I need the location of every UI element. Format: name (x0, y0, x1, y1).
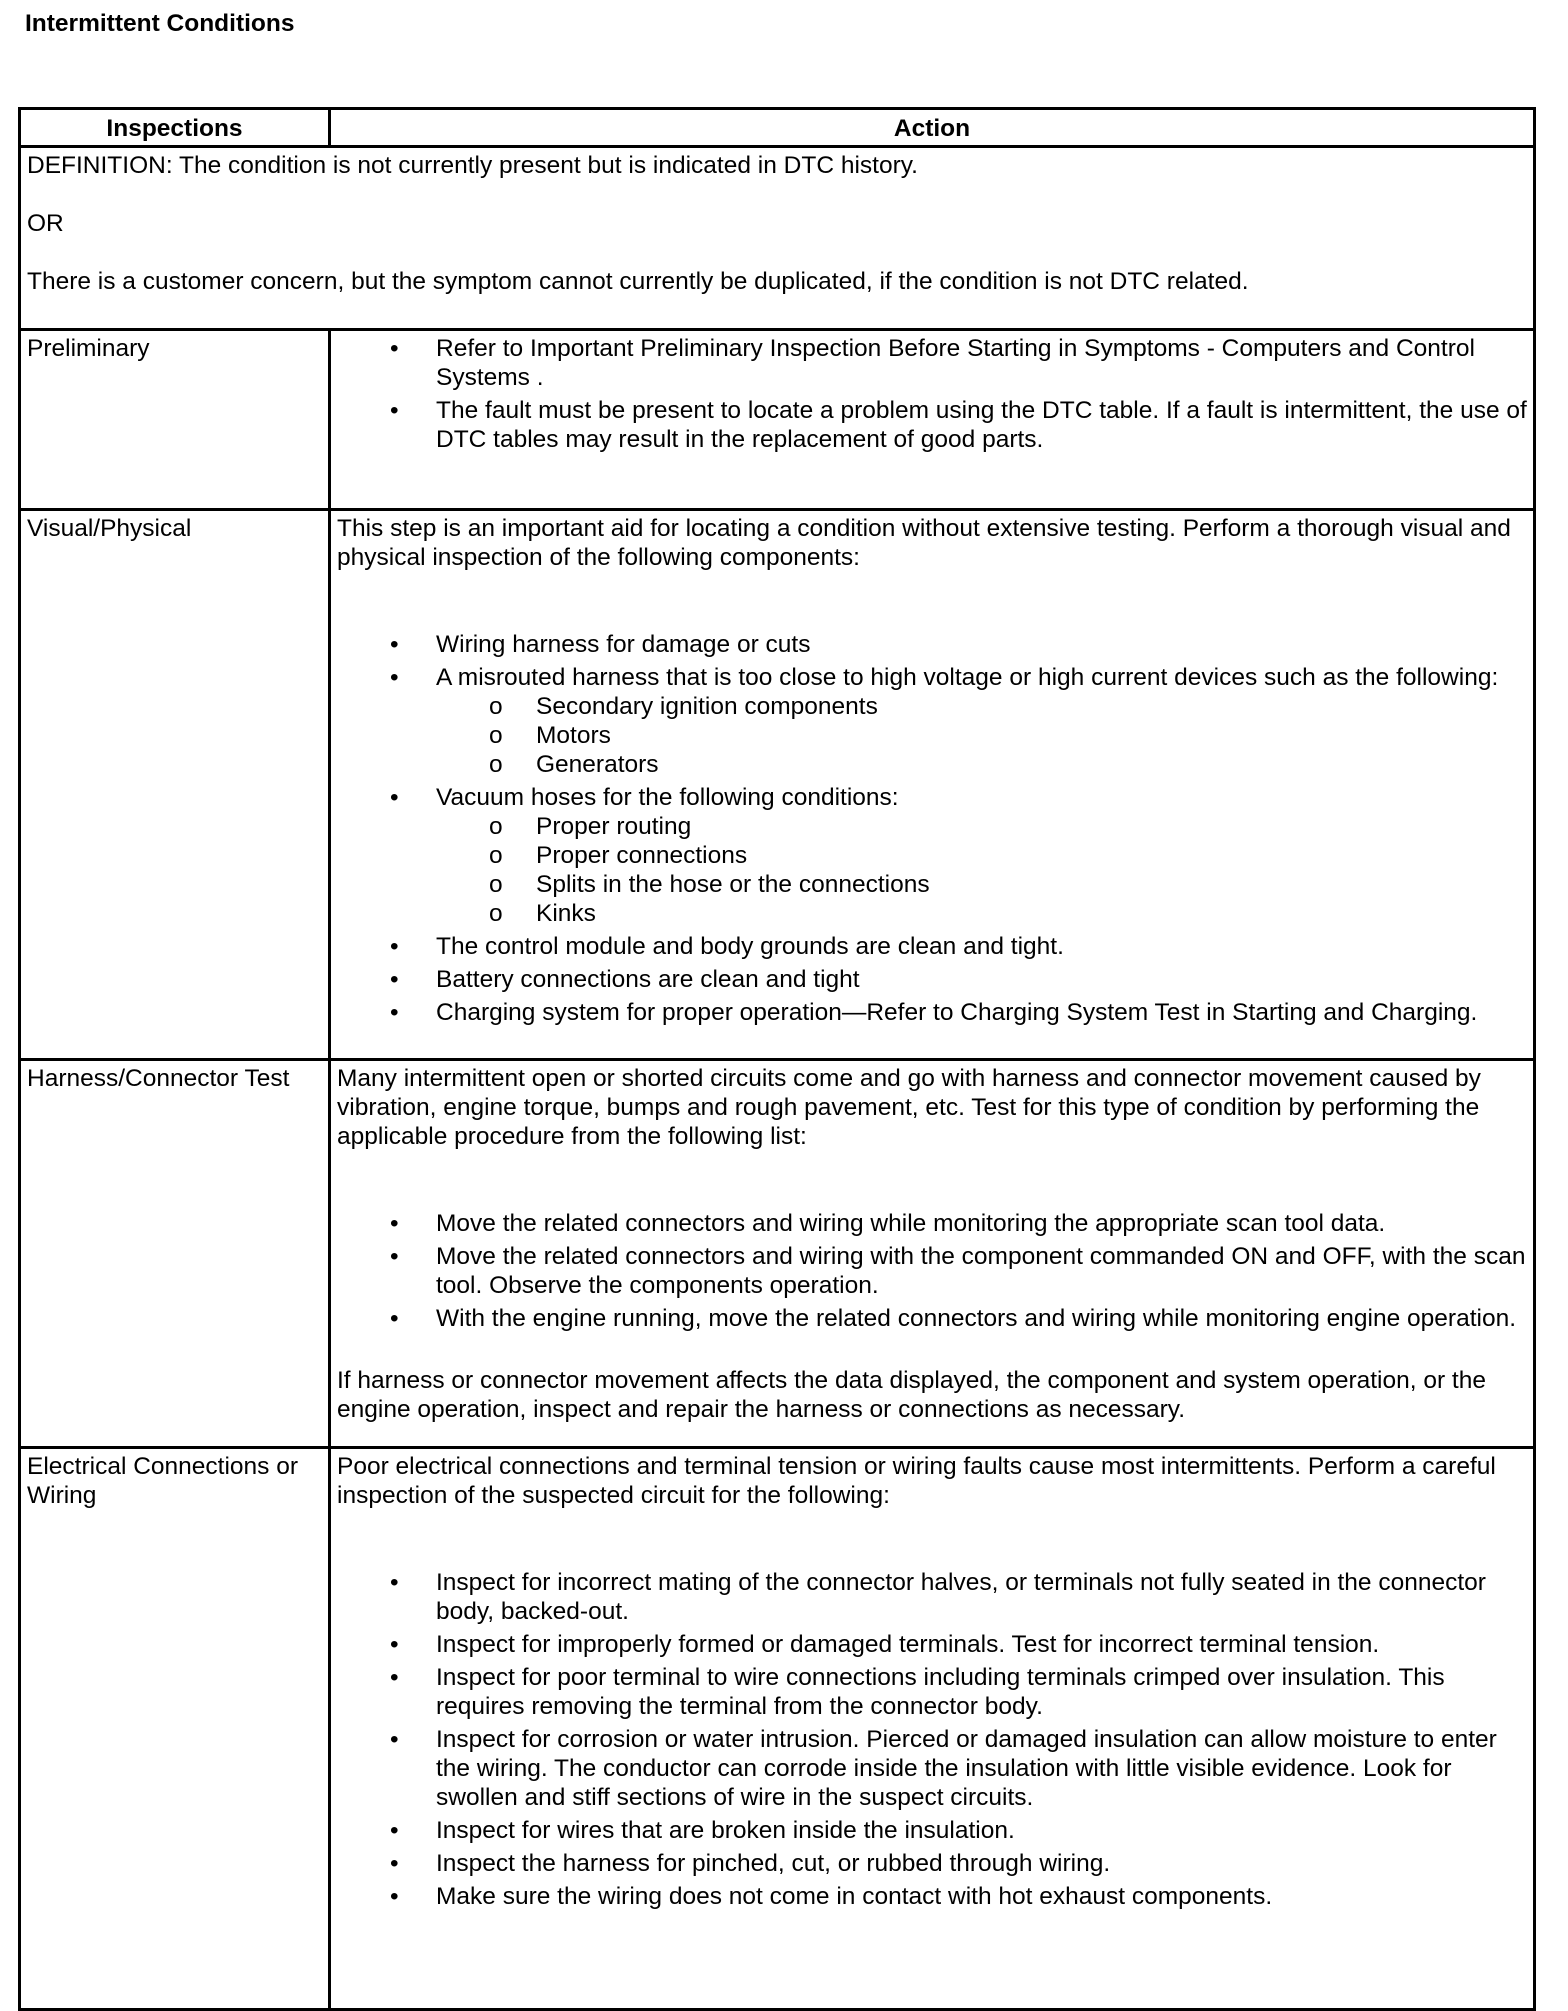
sub-list-item: o Splits in the hose or the connections (489, 871, 930, 898)
sub-list-item: o Kinks (489, 900, 596, 927)
definition-or: OR (27, 210, 64, 237)
action-harness-connector (330, 1060, 1535, 1448)
list-item: • Inspect for poor terminal to wire connections including terminals crimped over insulation. This requires removing the terminal from the connector body. (390, 1664, 1445, 1720)
label-preliminary: Preliminary (20, 330, 330, 510)
electrical-intro: Poor electrical connections and terminal tension or wiring faults cause most intermittents. Perform a careful inspection of the suspected circuit for the following: (337, 1453, 1496, 1509)
definition-cell (20, 147, 1535, 330)
list-item: • Refer to Important Preliminary Inspection Before Starting in Symptoms - Computers and Control Systems . (390, 335, 1475, 391)
inspections-table (18, 107, 1536, 2011)
table-row-electrical (20, 1448, 1535, 2010)
label-electrical: Electrical Connections or Wiring (20, 1448, 330, 2010)
list-item: • Inspect for corrosion or water intrusion. Pierced or damaged insulation can allow moisture to enter the wiring. The conductor can corrode inside the insulation with little visible evidence. Look for swollen and stiff sections of wire in the suspect circuits. (390, 1726, 1497, 1811)
header-action: Action (330, 109, 1535, 147)
action-electrical (330, 1448, 1535, 2010)
list-item: • Move the related connectors and wiring with the component commanded ON and OFF, with the scan tool. Observe the components operation. (390, 1243, 1526, 1299)
table-row-preliminary (20, 330, 1535, 510)
list-item: • Make sure the wiring does not come in contact with hot exhaust components. (390, 1883, 1273, 1910)
action-visual-physical (330, 510, 1535, 1060)
list-item: • The control module and body grounds are clean and tight. (390, 933, 1064, 960)
sub-list-item: o Motors (489, 722, 611, 749)
list-item: • With the engine running, move the related connectors and wiring while monitoring engine operation. (390, 1305, 1517, 1332)
list-item: • A misrouted harness that is too close to high voltage or high current devices such as the following: o Secondary ignition components o Motors o Generators (337, 663, 1528, 779)
visual-intro: This step is an important aid for locating a condition without extensive testing. Perform a thorough visual and physical inspection of the following components: (337, 515, 1511, 571)
table-header-row (20, 109, 1535, 147)
harness-intro: Many intermittent open or shorted circuits come and go with harness and connector movement caused by vibration, engine torque, bumps and rough pavement, etc. Test for this type of condition by performing the applicable procedure from the following list: (337, 1065, 1481, 1150)
definition-alt-text: There is a customer concern, but the symptom cannot currently be duplicated, if the condition is not DTC related. (27, 268, 1249, 295)
list-item: • Charging system for proper operation—Refer to Charging System Test in Starting and Charging. (390, 999, 1478, 1026)
list-item: • The fault must be present to locate a problem using the DTC table. If a fault is intermittent, the use of DTC tables may result in the replacement of good parts. (390, 397, 1527, 453)
sub-list-item: o Secondary ignition components (489, 693, 878, 720)
sub-list-item: o Proper routing (489, 813, 692, 840)
list-item: • Inspect for wires that are broken inside the insulation. (390, 1817, 1015, 1844)
table-row-visual-physical (20, 510, 1535, 1060)
list-item: • Inspect for incorrect mating of the connector halves, or terminals not fully seated in the connector body, backed-out. (390, 1569, 1486, 1625)
label-harness-connector: Harness/Connector Test (20, 1060, 330, 1448)
list-item: • Battery connections are clean and tight (390, 966, 860, 993)
header-inspections: Inspections (20, 109, 330, 147)
list-item: • Inspect for improperly formed or damaged terminals. Test for incorrect terminal tension. (390, 1631, 1380, 1658)
definition-row (20, 147, 1535, 330)
sub-list-item: o Generators (489, 751, 659, 778)
sub-list-item: o Proper connections (489, 842, 748, 869)
list-item: • Vacuum hoses for the following conditions: o Proper routing o Proper connections o Splits in the hose or the connections o Kinks (337, 783, 1528, 928)
action-preliminary (330, 330, 1535, 510)
definition-text: DEFINITION: The condition is not currently present but is indicated in DTC history. (27, 152, 918, 179)
harness-outro: If harness or connector movement affects the data displayed, the component and system operation, or the engine operation, inspect and repair the harness or connections as necessary. (337, 1367, 1486, 1423)
label-visual-physical: Visual/Physical (20, 510, 330, 1060)
table-row-harness-connector (20, 1060, 1535, 1448)
list-item: • Wiring harness for damage or cuts (390, 631, 811, 658)
list-item: • Inspect the harness for pinched, cut, or rubbed through wiring. (390, 1850, 1111, 1877)
list-item: • Move the related connectors and wiring while monitoring the appropriate scan tool data. (390, 1210, 1386, 1237)
page-title: Intermittent Conditions (25, 10, 295, 37)
